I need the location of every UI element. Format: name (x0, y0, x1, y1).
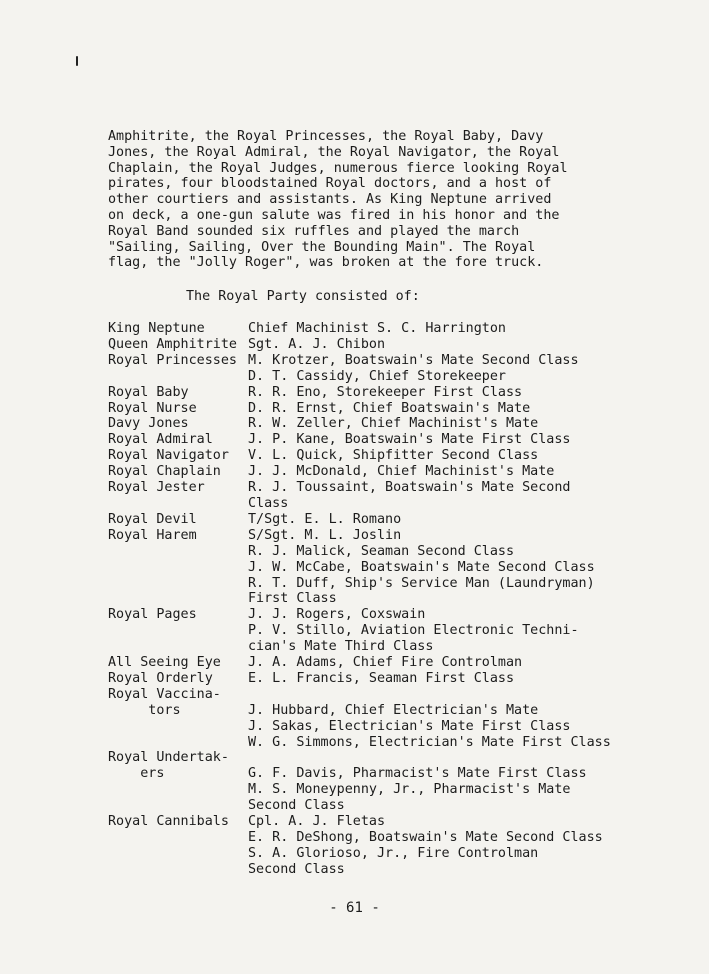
member-names (248, 750, 608, 814)
body-line: Amphitrite, the Royal Princesses, the Royal Baby, Davy (108, 129, 544, 144)
member-line: Chief Machinist S. C. Harrington (248, 321, 506, 336)
body-line: flag, the "Jolly Roger", was broken at the fore truck. (108, 255, 544, 271)
roster-entry (108, 480, 608, 512)
roster-entry (108, 321, 608, 337)
roster-entry (108, 814, 608, 878)
member-line: T/Sgt. E. L. Romano (248, 511, 402, 527)
member-line: E. R. DeShong, Boatswain's Mate Second Class (248, 829, 603, 845)
roster-entry (108, 686, 611, 751)
roster-entry (108, 337, 608, 353)
member-names (248, 448, 608, 464)
body-paragraph (108, 129, 578, 271)
body-line: on deck, a one-gun salute was fired in his honor and the (108, 207, 560, 223)
role-title (108, 432, 248, 448)
member-line: R. W. Zeller, Chief Machinist's Mate (248, 416, 539, 432)
member-names (248, 671, 608, 687)
member-line: D. T. Cassidy, Chief Storekeeper (248, 368, 506, 384)
role-title (108, 416, 248, 432)
member-line: Sgt. A. J. Chibon (248, 336, 386, 352)
roster-entry (108, 671, 608, 687)
roster-entry (108, 607, 608, 655)
roster-entry (108, 353, 608, 385)
body-line: pirates, four bloodstained Royal doctors, and a host of (108, 176, 552, 192)
body-line: "Sailing, Sailing, Over the Bounding Main". The Royal (108, 239, 536, 255)
role-title (108, 321, 248, 337)
member-names (248, 655, 608, 671)
role-line: Royal Admiral (108, 432, 213, 448)
member-names (248, 814, 608, 878)
body-line: Chaplain, the Royal Judges, numerous fierce looking Royal (108, 160, 568, 176)
member-line: D. R. Ernst, Chief Boatswain's Mate (248, 400, 531, 416)
member-line: J. A. Adams, Chief Fire Controlman (248, 655, 523, 671)
role-line: All Seeing Eye (108, 655, 221, 671)
member-line: E. L. Francis, Seaman First Class (248, 670, 515, 686)
member-line: S. A. Glorioso, Jr., Fire Controlman (248, 845, 539, 861)
role-title (108, 687, 248, 751)
member-names (248, 512, 608, 528)
member-line: J. Hubbard, Chief Electrician's Mate (248, 702, 539, 718)
member-names (248, 432, 608, 448)
member-line: R. R. Eno, Storekeeper First Class (248, 384, 523, 400)
member-names (248, 464, 608, 480)
member-names (248, 480, 608, 512)
role-title (108, 401, 248, 417)
member-line: S/Sgt. M. L. Joslin (248, 527, 402, 543)
member-names (248, 416, 608, 432)
roster-list (108, 321, 611, 878)
roster-entry (108, 528, 608, 608)
role-title (108, 448, 248, 464)
role-line: Royal Pages (108, 607, 197, 623)
role-line: Royal Cannibals (108, 814, 229, 830)
member-line: G. F. Davis, Pharmacist's Mate First Class (248, 766, 587, 782)
role-title (108, 607, 248, 655)
member-names (248, 528, 608, 608)
member-names (248, 687, 611, 751)
member-names (248, 321, 608, 337)
role-title (108, 353, 248, 385)
role-line: Royal Princesses (108, 352, 237, 368)
role-title (108, 464, 248, 480)
role-line: Royal Navigator (108, 448, 229, 464)
role-line: Royal Devil (108, 511, 197, 527)
member-line: P. V. Stillo, Aviation Electronic Techni- (248, 623, 579, 639)
member-names (248, 385, 608, 401)
role-line: ers (108, 766, 165, 782)
role-line: Davy Jones (108, 416, 189, 432)
role-line: Queen Amphitrite (108, 336, 237, 352)
role-line: tors (108, 702, 181, 718)
role-line: Royal Baby (108, 384, 189, 400)
roster-entry (108, 432, 608, 448)
member-names (248, 337, 608, 353)
role-line: Royal Nurse (108, 400, 197, 416)
member-names (248, 607, 608, 655)
roster-heading: The Royal Party consisted of: (186, 289, 420, 304)
member-line: J. P. Kane, Boatswain's Mate First Class (248, 432, 571, 448)
member-line: Cpl. A. J. Fletas (248, 814, 386, 830)
role-line: Royal Undertak- (108, 750, 229, 766)
role-title (108, 337, 248, 353)
role-title (108, 671, 248, 687)
role-line: Royal Jester (108, 480, 205, 496)
member-names (248, 401, 608, 417)
role-line: Royal Orderly (108, 670, 213, 686)
member-names (248, 353, 608, 385)
member-line: Second Class (248, 798, 345, 814)
role-title (108, 480, 248, 512)
roster-entry (108, 512, 608, 528)
role-title (108, 655, 248, 671)
role-title (108, 512, 248, 528)
member-line: R. T. Duff, Ship's Service Man (Laundryman) (248, 575, 595, 591)
role-line: Royal Chaplain (108, 464, 221, 480)
role-line: King Neptune (108, 321, 205, 336)
member-line: R. J. Toussaint, Boatswain's Mate Second (248, 480, 571, 496)
member-line (248, 687, 611, 703)
member-line: J. Sakas, Electrician's Mate First Class (248, 718, 571, 734)
role-title (108, 750, 248, 814)
roster-entry (108, 655, 608, 671)
body-line: other courtiers and assistants. As King Neptune arrived (108, 192, 552, 208)
member-line: Class (248, 495, 289, 511)
roster-entry (108, 464, 608, 480)
body-line: Royal Band sounded six ruffles and played the march (108, 223, 520, 239)
role-line: Royal Vaccina- (108, 686, 221, 702)
member-line: M. Krotzer, Boatswain's Mate Second Class (248, 352, 579, 368)
member-line: J. J. Rogers, Coxswain (248, 607, 426, 623)
role-line: Royal Harem (108, 527, 197, 543)
body-line: Jones, the Royal Admiral, the Royal Navigator, the Royal (108, 144, 560, 160)
member-line: J. W. McCabe, Boatswain's Mate Second Class (248, 559, 595, 575)
page-number: - 61 - (329, 900, 380, 916)
roster-entry (108, 401, 608, 417)
member-line: Second Class (248, 861, 345, 877)
member-line: W. G. Simmons, Electrician's Mate First Class (248, 734, 611, 750)
roster-entry (108, 385, 608, 401)
roster-entry (108, 416, 608, 432)
member-line: V. L. Quick, Shipfitter Second Class (248, 448, 539, 464)
member-line: cian's Mate Third Class (248, 639, 434, 655)
role-title (108, 528, 248, 608)
member-line: First Class (248, 591, 337, 607)
member-line (248, 750, 608, 766)
roster-entry (108, 750, 608, 814)
roster-entry (108, 448, 608, 464)
role-title (108, 385, 248, 401)
member-line: R. J. Malick, Seaman Second Class (248, 543, 515, 559)
role-title (108, 814, 248, 878)
member-line: J. J. McDonald, Chief Machinist's Mate (248, 464, 555, 480)
ink-mark (76, 56, 78, 66)
member-line: M. S. Moneypenny, Jr., Pharmacist's Mate (248, 782, 571, 798)
